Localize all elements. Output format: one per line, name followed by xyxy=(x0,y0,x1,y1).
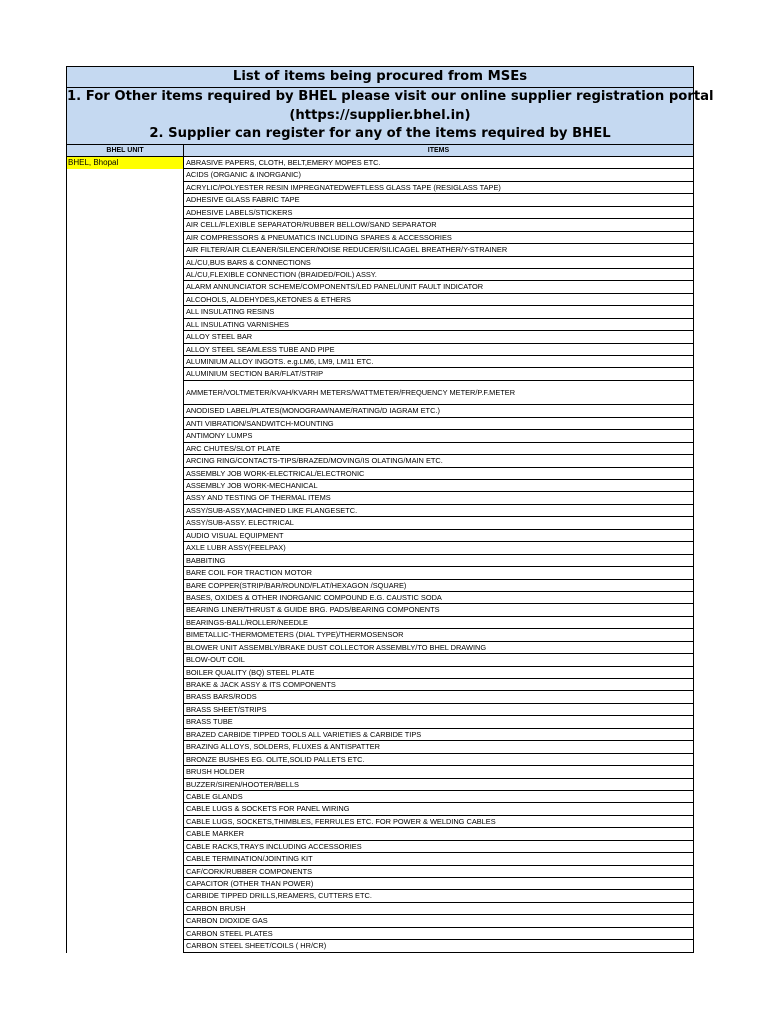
table-row: ALLOY STEEL BAR xyxy=(184,331,693,343)
table-row: CARBON DIOXIDE GAS xyxy=(184,915,693,927)
table-row: BLOWER UNIT ASSEMBLY/BRAKE DUST COLLECTOR ASSEMBLY/TO BHEL DRAWING xyxy=(184,642,693,654)
table-row: ADHESIVE LABELS/STICKERS xyxy=(184,207,693,219)
table-row: ASSEMBLY JOB WORK-ELECTRICAL/ELECTRONIC xyxy=(184,468,693,480)
table-row: ALL INSULATING VARNISHES xyxy=(184,319,693,331)
table-row: BEARING LINER/THRUST & GUIDE BRG. PADS/BEARING COMPONENTS xyxy=(184,604,693,616)
table-row: BRAKE & JACK ASSY & ITS COMPONENTS xyxy=(184,679,693,691)
table-row: ASSEMBLY JOB WORK-MECHANICAL xyxy=(184,480,693,492)
table-row: ALLOY STEEL SEAMLESS TUBE AND PIPE xyxy=(184,344,693,356)
table-row: BARE COPPER(STRIP/BAR/ROUND/FLAT/HEXAGON /SQUARE) xyxy=(184,580,693,592)
table-row: CARBIDE TIPPED DRILLS,REAMERS, CUTTERS ETC. xyxy=(184,890,693,902)
table-row: BRASS TUBE xyxy=(184,716,693,728)
table-body xyxy=(66,157,694,953)
table-row: CARBON BRUSH xyxy=(184,903,693,915)
table-row: CABLE LUGS & SOCKETS FOR PANEL WIRING xyxy=(184,803,693,815)
table-row: AIR CELL/FLEXIBLE SEPARATOR/RUBBER BELLOW/SAND SEPARATOR xyxy=(184,219,693,231)
table-row: CAPACITOR (OTHER THAN POWER) xyxy=(184,878,693,890)
table-row: BRUSH HOLDER xyxy=(184,766,693,778)
table-row: CABLE RACKS,TRAYS INCLUDING ACCESSORIES xyxy=(184,841,693,853)
table-row: ABRASIVE PAPERS, CLOTH, BELT,EMERY MOPES ETC. xyxy=(184,157,693,169)
table-row: AUDIO VISUAL EQUIPMENT xyxy=(184,530,693,542)
table-row: BRASS BARS/RODS xyxy=(184,691,693,703)
items-column xyxy=(183,157,694,953)
sheet-header xyxy=(66,66,714,145)
unit-cell: BHEL, Bhopal xyxy=(67,157,183,169)
table-row: ANODISED LABEL/PLATES(MONOGRAM/NAME/RATING/D IAGRAM ETC.) xyxy=(184,405,693,417)
table-row: CAF/CORK/RUBBER COMPONENTS xyxy=(184,866,693,878)
table-row: BUZZER/SIREN/HOOTER/BELLS xyxy=(184,779,693,791)
spreadsheet xyxy=(66,66,714,953)
table-row: ARC CHUTES/SLOT PLATE xyxy=(184,443,693,455)
table-row: CABLE GLANDS xyxy=(184,791,693,803)
table-row: AMMETER/VOLTMETER/KVAH/KVARH METERS/WATTMETER/FREQUENCY METER/P.F.METER xyxy=(184,381,693,406)
table-row: ASSY/SUB-ASSY. ELECTRICAL xyxy=(184,517,693,529)
table-row: BEARINGS-BALL/ROLLER/NEEDLE xyxy=(184,617,693,629)
column-header-items: ITEMS xyxy=(427,147,450,154)
table-row: AIR COMPRESSORS & PNEUMATICS INCLUDING SPARES & ACCESSORIES xyxy=(184,232,693,244)
table-row: ASSY AND TESTING OF THERMAL ITEMS xyxy=(184,492,693,504)
table-row: ANTIMONY LUMPS xyxy=(184,430,693,442)
header-notes xyxy=(67,88,714,144)
unit-column xyxy=(66,157,183,953)
table-row: CARBON STEEL PLATES xyxy=(184,928,693,940)
table-row: ALARM ANNUNCIATOR SCHEME/COMPONENTS/LED PANEL/UNIT FAULT INDICATOR xyxy=(184,281,693,293)
table-row: ARCING RING/CONTACTS-TIPS/BRAZED/MOVING/IS OLATING/MAIN ETC. xyxy=(184,455,693,467)
table-row: ALL INSULATING RESINS xyxy=(184,306,693,318)
note-line-1: 1. For Other items required by BHEL please visit our online supplier registration portal xyxy=(67,89,714,104)
table-row: ALCOHOLS, ALDEHYDES,KETONES & ETHERS xyxy=(184,294,693,306)
table-row: BIMETALLIC-THERMOMETERS (DIAL TYPE)/THERMOSENSOR xyxy=(184,629,693,641)
table-row: BABBITING xyxy=(184,555,693,567)
table-row: CABLE TERMINATION/JOINTING KIT xyxy=(184,853,693,865)
sheet-title: List of items being procured from MSEs xyxy=(67,67,693,88)
column-headers xyxy=(66,145,694,157)
table-row: BARE COIL FOR TRACTION MOTOR xyxy=(184,567,693,579)
table-row: BASES, OXIDES & OTHER INORGANIC COMPOUND E.G. CAUSTIC SODA xyxy=(184,592,693,604)
table-row: AL/CU,BUS BARS & CONNECTIONS xyxy=(184,257,693,269)
table-row: ASSY/SUB-ASSY,MACHINED LIKE FLANGESETC. xyxy=(184,505,693,517)
table-row: ADHESIVE GLASS FABRIC TAPE xyxy=(184,194,693,206)
table-row: CABLE MARKER xyxy=(184,828,693,840)
table-row: BRONZE BUSHES EG. OLITE,SOLID PALLETS ETC. xyxy=(184,754,693,766)
table-row: AXLE LUBR ASSY(FEELPAX) xyxy=(184,542,693,554)
table-row: BRAZING ALLOYS, SOLDERS, FLUXES & ANTISPATTER xyxy=(184,741,693,753)
table-row: CARBON STEEL SHEET/COILS ( HR/CR) xyxy=(184,940,693,952)
table-row: BOILER QUALITY (BQ) STEEL PLATE xyxy=(184,667,693,679)
table-row: BRAZED CARBIDE TIPPED TOOLS ALL VARIETIES & CARBIDE TIPS xyxy=(184,729,693,741)
table-row: ANTI VIBRATION/SANDWITCH-MOUNTING xyxy=(184,418,693,430)
table-row: ACIDS (ORGANIC & INORGANIC) xyxy=(184,169,693,181)
table-row: BLOW-OUT COIL xyxy=(184,654,693,666)
note-line-3: 2. Supplier can register for any of the items required by BHEL xyxy=(149,126,611,141)
table-row: AL/CU,FLEXIBLE CONNECTION (BRAIDED/FOIL) ASSY. xyxy=(184,269,693,281)
table-row: AIR FILTER/AIR CLEANER/SILENCER/NOISE REDUCER/SILICAGEL BREATHER/Y-STRAINER xyxy=(184,244,693,256)
table-row: CABLE LUGS, SOCKETS,THIMBLES, FERRULES ETC. FOR POWER & WELDING CABLES xyxy=(184,816,693,828)
note-line-2[interactable]: (https://supplier.bhel.in) xyxy=(289,107,471,123)
table-row: BRASS SHEET/STRIPS xyxy=(184,704,693,716)
table-row: ALUMINIUM SECTION BAR/FLAT/STRIP xyxy=(184,368,693,380)
column-header-unit: BHEL UNIT xyxy=(67,145,184,156)
table-row: ALUMINIUM ALLOY INGOTS. e.g.LM6, LM9, LM11 ETC. xyxy=(184,356,693,368)
table-row: ACRYLIC/POLYESTER RESIN IMPREGNATEDWEFTLESS GLASS TAPE (RESIGLASS TAPE) xyxy=(184,182,693,194)
